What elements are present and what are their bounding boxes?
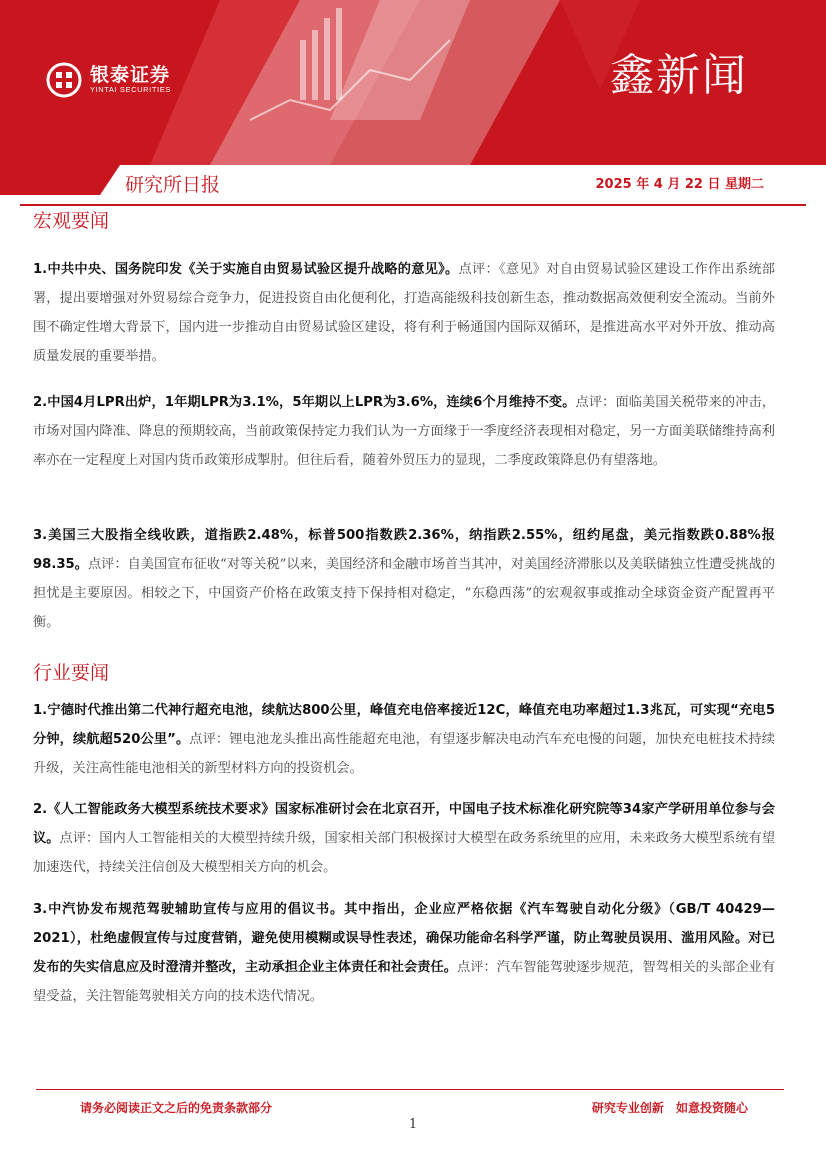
company-logo [46, 62, 171, 98]
news-comment: 点评：锂电池龙头推出高性能超充电池，有望逐步解决电动汽车充电慢的问题，加快充电桩技术持续升级，关注高性能电池相关的新型材料方向的投资机会。 [33, 732, 775, 776]
section-title-macro: 宏观要闻 [33, 210, 110, 232]
logo-chinese-name: 银泰证券 [90, 64, 171, 86]
news-headline: 1.宁德时代推出第二代神行超充电池，续航达800公里，峰值充电倍率接近12C，峰值充电功率超过1.3兆瓦，可实现“充电5分钟，续航超520公里”。 [33, 703, 775, 747]
news-item [33, 895, 775, 1011]
footer-disclaimer: 请务必阅读正文之后的免责条款部分 [80, 1101, 273, 1115]
news-comment: 点评：《意见》对自由贸易试验区建设工作作出系统部署，提出要增强对外贸易综合竞争力，促进投资自由化便利化，打造高能级科技创新生态，推动数据高效便利安全流动。当前外围不确定性增大背景下，国内进一步推动自由贸易试验区建设，将有利于畅通国内国际双循环，是推进高水平对外开放、推动高质量发展的重要举措。 [33, 262, 775, 364]
news-headline: 2.中国4月LPR出炉，1年期LPR为3.1%，5年期以上LPR为3.6%，连续6个月维持不变。 [33, 395, 576, 410]
news-item [33, 696, 775, 783]
section-title-industry: 行业要闻 [33, 662, 110, 684]
news-comment: 点评：面临美国关税带来的冲击，市场对国内降准、降息的预期较高，当前政策保持定力我们认为一方面缘于一季度经济表现相对稳定，另一方面美联储维持高利率亦在一定程度上对国内货币政策形成掣肘。但往后看，随着外贸压力的显现，二季度政策降息仍有望落地。 [33, 395, 775, 468]
brand-title: 鑫新闻 [610, 50, 748, 101]
footer-slogan: 研究专业创新 如意投资随心 [591, 1101, 748, 1115]
news-headline: 1.中共中央、国务院印发《关于实施自由贸易试验区提升战略的意见》。 [33, 262, 459, 277]
news-item [33, 795, 775, 882]
news-item [33, 388, 775, 475]
logo-english-name: YINTAI SECURITIES [90, 85, 171, 94]
news-item [33, 521, 775, 637]
news-headline: 2.《人工智能政务大模型系统技术要求》国家标准研讨会在北京召开，中国电子技术标准化研究院等34家产学研用单位参与会议。 [33, 802, 775, 846]
header-divider [20, 204, 806, 206]
news-comment: 点评：汽车智能驾驶逐步规范，智驾相关的头部企业有望受益，关注智能驾驶相关方向的技术迭代情况。 [33, 960, 776, 1004]
news-headline: 3.中汽协发布规范驾驶辅助宣传与应用的倡议书。其中指出，企业应严格依据《汽车驾驶自动化分级》（GB/T 40429—2021），杜绝虚假宣传与过度营销，避免使用模糊或误导性表述，确保功能命名科学严谨，防止驾驶员误用、滥用风险。对已发布的失实信息应及时澄清并整改，主动承担企业主体责任和社会责任。 [33, 902, 775, 975]
news-item [33, 255, 775, 371]
footer-divider [36, 1089, 784, 1090]
news-comment: 点评：自美国宣布征收“对等关税”以来，美国经济和金融市场首当其冲，对美国经济滞胀以及美联储独立性遭受挑战的担忧是主要原因。相较之下，中国资产价格在政策支持下保持相对稳定，“东稳西荡”的宏观叙事或推动全球资金资产配置再平衡。 [33, 557, 776, 630]
report-title: 研究所日报 [125, 174, 221, 196]
report-date: 2025 年 4 月 22 日 星期二 [595, 177, 764, 192]
page-number: 1 [408, 1117, 418, 1132]
yintai-logo-icon [46, 62, 82, 98]
header-banner [0, 0, 826, 165]
news-comment: 点评：国内人工智能相关的大模型持续升级，国家相关部门积极探讨大模型在政务系统里的应用，未来政务大模型系统有望加速迭代，持续关注信创及大模型相关方向的机会。 [33, 831, 776, 875]
news-headline: 3.美国三大股指全线收跌，道指跌2.48%，标普500指数跌2.36%，纳指跌2.55%，纽约尾盘，美元指数跌0.88%报98.35。 [33, 528, 775, 572]
